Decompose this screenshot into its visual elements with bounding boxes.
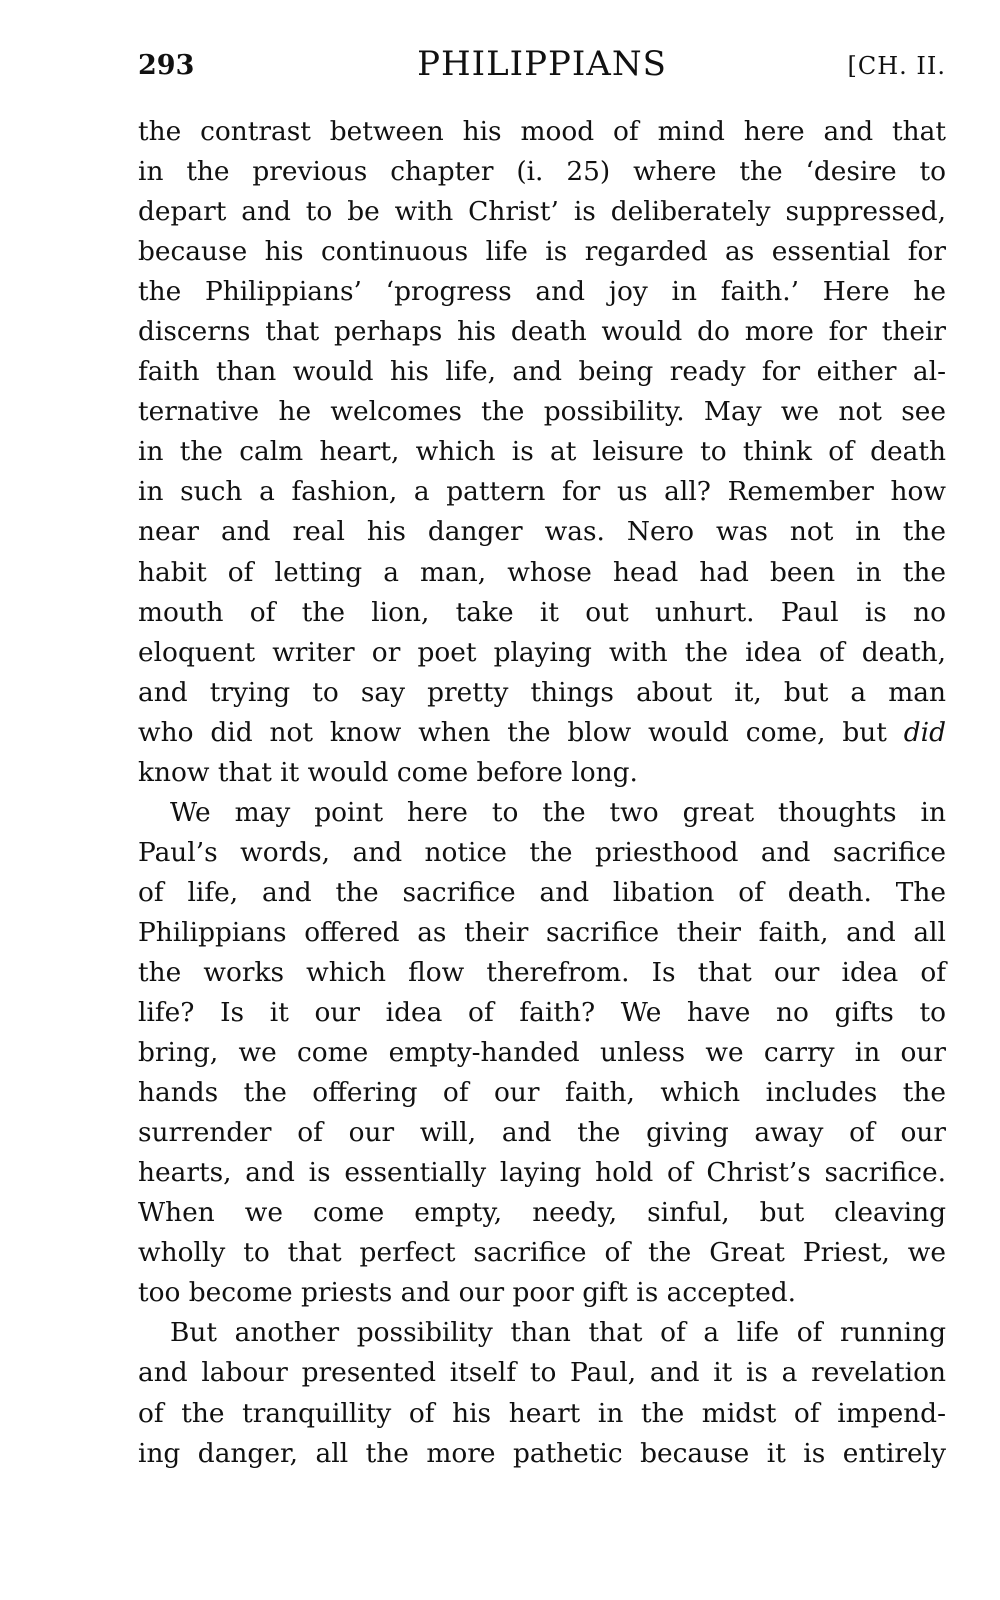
text-segment: who did not know when the blow would come, but bbox=[138, 716, 887, 748]
text-line: hearts, and is essentially laying hold of Christ’s sacrifice. bbox=[138, 1157, 946, 1189]
paragraph-1 bbox=[138, 112, 946, 793]
text-line: hands the offering of our faith, which includes the bbox=[138, 1077, 946, 1109]
text-line: the works which flow therefrom. Is that our idea of bbox=[138, 956, 946, 988]
book-page bbox=[138, 44, 946, 1474]
text-line: faith than would his life, and being ready for either al- bbox=[138, 356, 946, 388]
text-line: and labour presented itself to Paul, and it is a revelation bbox=[138, 1357, 946, 1389]
text-line: When we come empty, needy, sinful, but cleaving bbox=[138, 1197, 946, 1229]
text-line: But another possibility than that of a life of running bbox=[170, 1317, 946, 1349]
text-line-with-emphasis bbox=[138, 713, 946, 753]
text-line: discerns that perhaps his death would do more for their bbox=[138, 316, 946, 348]
paragraph-3 bbox=[138, 1313, 946, 1473]
text-line: eloquent writer or poet playing with the idea of death, bbox=[138, 636, 946, 668]
body-text bbox=[138, 112, 946, 1474]
text-line: know that it would come before long. bbox=[138, 756, 638, 788]
text-line: Paul’s words, and notice the priesthood and sacrifice bbox=[138, 836, 946, 868]
text-line: wholly to that perfect sacrifice of the Great Priest, we bbox=[138, 1237, 946, 1269]
text-line: in the previous chapter (i. 25) where the ‘desire to bbox=[138, 156, 946, 188]
text-line: in such a fashion, a pattern for us all? Remember how bbox=[138, 476, 946, 508]
text-line: ing danger, all the more pathetic because it is entirely bbox=[138, 1437, 946, 1469]
chapter-reference: [CH. II. bbox=[847, 52, 946, 80]
page-header bbox=[138, 44, 946, 92]
text-line: because his continuous life is regarded as essential for bbox=[138, 236, 946, 268]
running-title: PHILIPPIANS bbox=[417, 44, 667, 84]
text-line: the Philippians’ ‘progress and joy in faith.’ Here he bbox=[138, 276, 946, 308]
text-line: of the tranquillity of his heart in the midst of impend- bbox=[138, 1397, 946, 1429]
text-line: and trying to say pretty things about it, but a man bbox=[138, 676, 946, 708]
text-line: Philippians offered as their sacrifice their faith, and all bbox=[138, 916, 946, 948]
text-line: habit of letting a man, whose head had been in the bbox=[138, 556, 946, 588]
text-line: ternative he welcomes the possibility. May we not see bbox=[138, 396, 946, 428]
text-line: the contrast between his mood of mind here and that bbox=[138, 116, 946, 147]
text-line: too become priests and our poor gift is accepted. bbox=[138, 1277, 796, 1309]
text-line: mouth of the lion, take it out unhurt. Paul is no bbox=[138, 596, 946, 628]
text-line: bring, we come empty-handed unless we carry in our bbox=[138, 1037, 946, 1069]
text-line: life? Is it our idea of faith? We have no gifts to bbox=[138, 997, 946, 1029]
page-number: 293 bbox=[138, 50, 195, 81]
text-line: in the calm heart, which is at leisure to think of death bbox=[138, 436, 946, 468]
paragraph-2 bbox=[138, 793, 946, 1314]
text-line: of life, and the sacrifice and libation of death. The bbox=[138, 876, 946, 908]
text-line: near and real his danger was. Nero was not in the bbox=[138, 516, 946, 548]
text-line: surrender of our will, and the giving away of our bbox=[138, 1117, 946, 1149]
text-line: We may point here to the two great thoughts in bbox=[170, 796, 946, 828]
text-line: depart and to be with Christ’ is deliberately suppressed, bbox=[138, 196, 946, 228]
emphasis-word: did bbox=[903, 716, 946, 748]
